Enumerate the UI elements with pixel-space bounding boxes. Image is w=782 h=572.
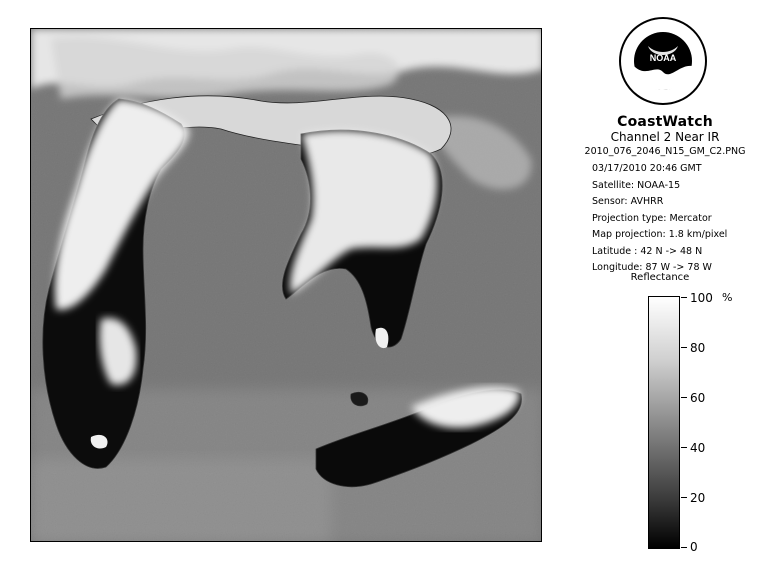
image-filename: 2010_076_2046_N15_GM_C2.PNG [584, 146, 746, 157]
colorbar-label: Reflectance [630, 272, 690, 283]
colorbar-tick [681, 347, 687, 348]
projection-type-text: Projection type: Mercator [592, 213, 712, 224]
colorbar-tick-label: 80 [690, 341, 706, 355]
colorbar-tick [681, 397, 687, 398]
product-title: CoastWatch [617, 114, 713, 130]
colorbar-tick-label: 20 [690, 491, 706, 505]
satellite-image [30, 28, 542, 542]
latitude-text: Latitude : 42 N -> 48 N [592, 246, 703, 257]
channel-subtitle: Channel 2 Near IR [610, 130, 720, 144]
noaa-logo [618, 16, 708, 106]
longitude-text: Longitude: 87 W -> 78 W [592, 262, 712, 273]
colorbar-tick-label: 100 [690, 291, 713, 305]
noaa-logo-text: NOAA [649, 53, 677, 63]
colorbar-unit: % [722, 291, 733, 304]
datetime-text: 03/17/2010 20:46 GMT [592, 163, 702, 174]
colorbar-tick [681, 297, 687, 298]
satellite-text: Satellite: NOAA-15 [592, 180, 681, 191]
colorbar-tick [681, 447, 687, 448]
colorbar-tick-label: 40 [690, 441, 706, 455]
colorbar-tick [681, 497, 687, 498]
colorbar-tick [681, 547, 687, 548]
reflectance-colorbar [648, 296, 680, 549]
map-projection-text: Map projection: 1.8 km/pixel [592, 229, 728, 240]
sensor-text: Sensor: AVHRR [592, 196, 664, 207]
colorbar-tick-label: 60 [690, 391, 706, 405]
colorbar-tick-label: 0 [690, 540, 698, 554]
